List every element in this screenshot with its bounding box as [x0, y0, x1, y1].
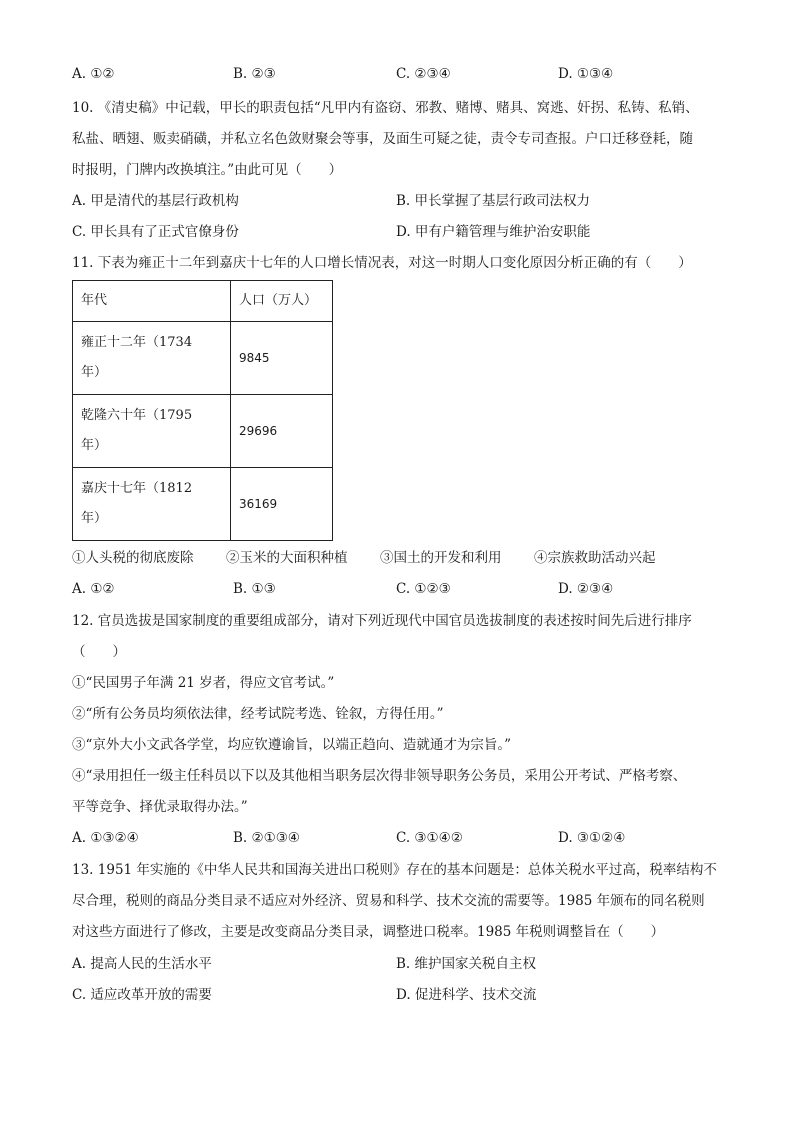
cell-population: 9845: [231, 322, 333, 395]
q10-stem-line3: 时报明，门牌内改换填注。”由此可见（ ）: [72, 162, 343, 178]
year-line2: 年）: [81, 511, 108, 526]
year-line2: 年）: [81, 365, 108, 380]
cell-population: 29696: [231, 395, 333, 468]
cell-year: [73, 322, 231, 395]
q10-stem-line1: 10. 《清史稿》中记载，甲长的职责包括“凡甲内有盗窃、邪教、赌博、赌具、窝逃、奸拐、私铸、私销、: [72, 100, 699, 116]
q12-option-c: C. ③①④②: [396, 830, 463, 846]
q12-option-d: D. ③①②④: [558, 830, 626, 846]
q13-stem-line3: 对这些方面进行了修改，主要是改变商品分类目录，调整进口税率。1985 年税则调整旨在（ ）: [72, 924, 665, 940]
q9-option-c: C. ②③④: [396, 66, 451, 82]
q12-item-2: ②“所有公务员均须依法律，经考试院考选、铨叙，方得任用。”: [72, 706, 444, 722]
table-header-row: [73, 281, 333, 322]
q11-choice-4: ④宗族救助活动兴起: [534, 550, 656, 566]
population-table: [72, 280, 333, 541]
header-population: 人口（万人）: [231, 281, 333, 322]
q12-stem-line1: 12. 官员选拔是国家制度的重要组成部分，请对下列近现代中国官员选拔制度的表述按时间先后进行排序: [72, 613, 692, 629]
year-line1: 嘉庆十七年（1812: [81, 481, 193, 496]
cell-year: [73, 468, 231, 541]
cell-population: 36169: [231, 468, 333, 541]
q12-option-a: A. ①③②④: [72, 830, 139, 846]
header-year: 年代: [73, 281, 231, 322]
q10-option-a: A. 甲是清代的基层行政机构: [72, 193, 239, 209]
q11-stem: 11. 下表为雍正十二年到嘉庆十七年的人口增长情况表，对这一时期人口变化原因分析正确的有（ ）: [72, 255, 692, 271]
q13-option-a: A. 提高人民的生活水平: [72, 956, 212, 972]
year-line1: 乾隆六十年（1795: [81, 408, 193, 423]
year-line1: 雍正十二年（1734: [81, 335, 193, 350]
q12-stem-line2: （ ）: [72, 644, 126, 660]
q11-option-a: A. ①②: [72, 581, 115, 597]
q11-choice-1: ①人头税的彻底废除: [72, 550, 194, 566]
year-line2: 年）: [81, 438, 108, 453]
q13-option-c: C. 适应改革开放的需要: [72, 987, 212, 1003]
q11-option-b: B. ①③: [233, 581, 276, 597]
q12-item-1: ①“民国男子年满 21 岁者，得应文官考试。”: [72, 675, 335, 691]
q9-option-a: A. ①②: [72, 66, 115, 82]
q13-option-b: B. 维护国家关税自主权: [396, 956, 537, 972]
q12-option-b: B. ②①③④: [233, 830, 300, 846]
q10-stem-line2: 私盐、晒翅、贩卖硝磺，并私立名色敛财聚会等事，及面生可疑之徒，责令专司查报。户口迁移登耗，随: [72, 131, 693, 147]
q10-option-b: B. 甲长掌握了基层行政司法权力: [396, 193, 591, 209]
q12-item-4-line1: ④“录用担任一级主任科员以下以及其他相当职务层次得非领导职务公务员，采用公开考试、严格考察、: [72, 768, 687, 784]
q11-option-c: C. ①②③: [396, 581, 451, 597]
q11-choice-3: ③国土的开发和利用: [380, 550, 502, 566]
table-row: [73, 468, 333, 541]
q11-choice-2: ②玉米的大面积种植: [226, 550, 348, 566]
q10-option-c: C. 甲长具有了正式官僚身份: [72, 224, 239, 240]
q12-item-3: ③“京外大小文武各学堂，均应钦遵谕旨，以端正趋向、造就通才为宗旨。”: [72, 737, 512, 753]
q12-item-4-line2: 平等竞争、择优录取得办法。”: [72, 799, 248, 815]
cell-year: [73, 395, 231, 468]
q11-option-d: D. ②③④: [558, 581, 614, 597]
q10-option-d: D. 甲有户籍管理与维护治安职能: [396, 224, 591, 240]
q13-option-d: D. 促进科学、技术交流: [396, 987, 537, 1003]
q13-stem-line2: 尽合理，税则的商品分类目录不适应对外经济、贸易和科学、技术交流的需要等。1985 年颁布的同名税则: [72, 893, 705, 909]
table-row: [73, 395, 333, 468]
q9-option-d: D. ①③④: [558, 66, 614, 82]
q13-stem-line1: 13. 1951 年实施的《中华人民共和国海关进出口税则》存在的基本问题是：总体关税水平过高，税率结构不: [72, 862, 717, 878]
q9-option-b: B. ②③: [233, 66, 276, 82]
table-row: [73, 322, 333, 395]
